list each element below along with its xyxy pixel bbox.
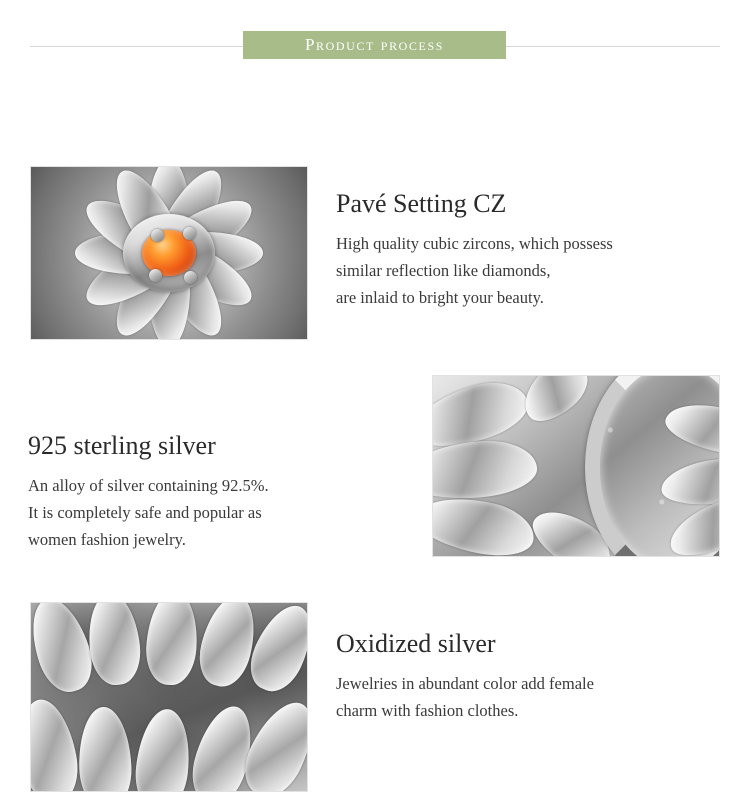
- description-line: High quality cubic zircons, which possess: [336, 234, 613, 254]
- oxidized-silver-artwork: [31, 603, 307, 791]
- section-banner-label: Product process: [304, 35, 445, 54]
- feature-description-oxidized-silver: [336, 671, 726, 724]
- feature-title-oxidized-silver: Oxidized silver: [336, 629, 496, 658]
- sterling-silver-text: [28, 430, 408, 553]
- feature-title-pave: Pavé Setting CZ: [336, 189, 507, 218]
- description-line: charm with fashion clothes.: [336, 700, 519, 720]
- prong-icon: [151, 229, 164, 242]
- section-banner: [243, 31, 506, 59]
- prong-icon: [184, 271, 197, 284]
- description-line: An alloy of silver containing 92.5%.: [28, 476, 269, 496]
- pave-setting-cz-text: [336, 188, 726, 311]
- description-line: similar reflection like diamonds,: [336, 260, 551, 280]
- sterling-silver-artwork: [433, 376, 719, 556]
- description-line: It is completely safe and popular as: [28, 502, 262, 522]
- pave-setting-cz-artwork: [31, 167, 307, 339]
- prong-icon: [149, 269, 162, 282]
- description-line: are inlaid to bright your beauty.: [336, 287, 544, 307]
- pave-setting-cz-photo: [30, 166, 308, 340]
- description-line: Jewelries in abundant color add female: [336, 674, 594, 694]
- oxidized-silver-text: [336, 628, 726, 725]
- feature-description-pave: [336, 231, 726, 311]
- description-line: women fashion jewelry.: [28, 529, 186, 549]
- oxidized-silver-photo: [30, 602, 308, 792]
- page-header: [0, 0, 750, 70]
- sterling-silver-photo: [432, 375, 720, 557]
- feature-description-sterling-silver: [28, 473, 408, 553]
- prong-icon: [183, 227, 196, 240]
- feature-title-sterling-silver: 925 sterling silver: [28, 431, 216, 460]
